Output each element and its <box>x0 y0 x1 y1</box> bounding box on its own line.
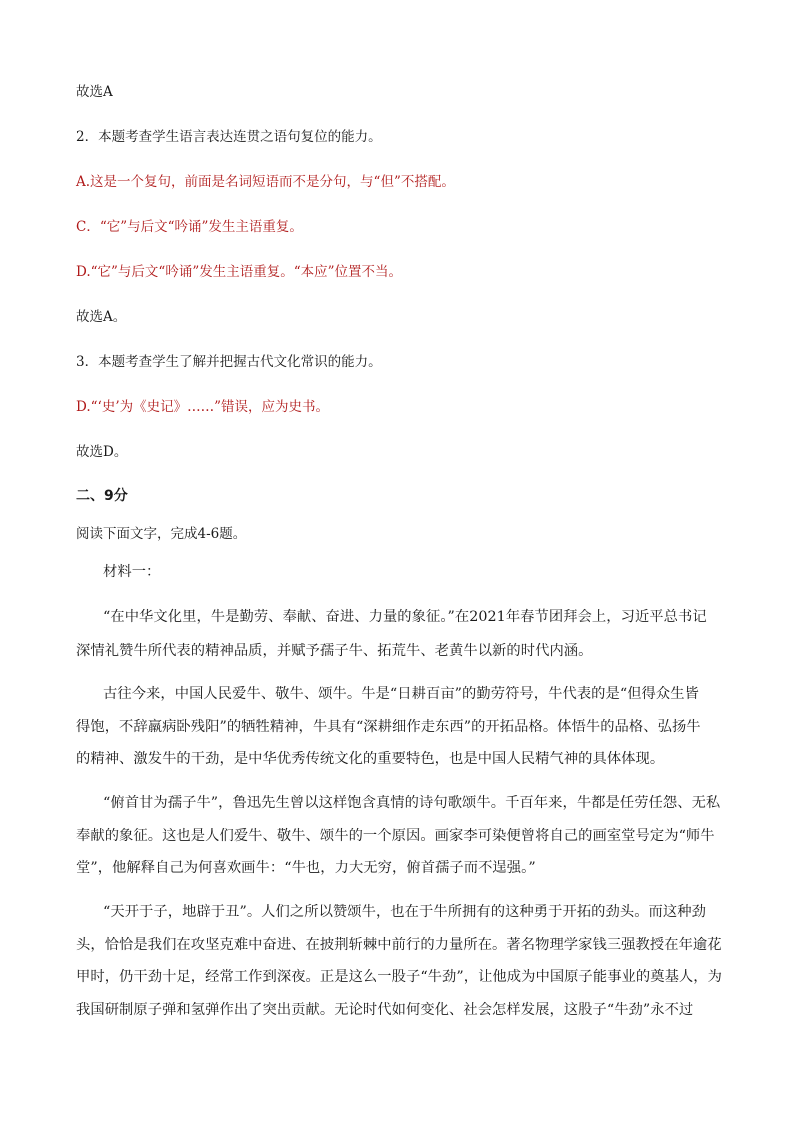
q2-option-d: D.“它”与后文“吟诵”发生主语重复。“本应”位置不当。 <box>76 264 403 280</box>
passage-line: 得饱，不辞羸病卧残阳”的牺牲精神，牛具有“深耕细作走东西”的开拓品格。体悟牛的品格、弘扬牛 <box>76 719 701 735</box>
q3-heading: 3．本题考查学生了解并把握古代文化常识的能力。 <box>76 354 382 370</box>
passage-line: 深情礼赞牛所代表的精神品质，并赋予孺子牛、拓荒牛、老黄牛以新的时代内涵。 <box>76 643 593 659</box>
passage-line: “天开于子，地辟于丑”。人们之所以赞颂牛，也在于牛所拥有的这种勇于开拓的劲头。而这种劲 <box>103 904 706 920</box>
passage-line: 我国研制原子弹和氢弹作出了突出贡献。无论时代如何变化、社会怎样发展，这股子“牛劲”永不过 <box>76 1002 694 1018</box>
passage-line: 的精神、激发牛的干劲，是中华优秀传统文化的重要特色，也是中国人民精气神的具体体现。 <box>76 751 665 767</box>
passage-line: 堂”，他解释自己为何喜欢画牛：“牛也，力大无穷，俯首孺子而不逞强。” <box>76 860 536 876</box>
section-title: 二、9分 <box>76 488 128 504</box>
q3-conclusion: 故选D。 <box>76 444 128 460</box>
q1-conclusion: 故选A <box>76 84 113 100</box>
q2-conclusion: 故选A。 <box>76 309 127 325</box>
passage-line: 头，恰恰是我们在攻坚克难中奋进、在披荆斩棘中前行的力量所在。著名物理学家钱三强教授在年逾花 <box>76 937 722 953</box>
q3-option-d: D.“‘史’为《史记》……”错误，应为史书。 <box>76 399 330 415</box>
q2-heading: 2．本题考查学生语言表达连贯之语句复位的能力。 <box>76 129 382 145</box>
q2-option-a: A.这是一个复句，前面是名词短语而不是分句，与“但”不搭配。 <box>76 174 455 190</box>
passage-line: “俯首甘为孺子牛”，鲁迅先生曾以这样饱含真情的诗句歌颂牛。千百年来，牛都是任劳任怨、无私 <box>103 795 721 811</box>
section-instruction: 阅读下面文字，完成4-6题。 <box>76 526 247 542</box>
passage-line: 甲时，仍干劲十足，经常工作到深夜。正是这么一股子“牛劲”，让他成为中国原子能事业的奠基人，为 <box>76 969 722 985</box>
passage-line: 奉献的象征。这也是人们爱牛、敬牛、颂牛的一个原因。画家李可染便曾将自己的画室堂号定为“师牛 <box>76 828 715 844</box>
material-label: 材料一： <box>103 564 161 580</box>
q2-option-c: C．“它”与后文“吟诵”发生主语重复。 <box>76 219 303 235</box>
passage-line: 古往今来，中国人民爱牛、敬牛、颂牛。牛是“日耕百亩”的勤劳符号，牛代表的是“但得众生皆 <box>103 686 699 702</box>
passage-line: “在中华文化里，牛是勤劳、奉献、奋进、力量的象征。”在2021年春节团拜会上，习近平总书记 <box>103 609 707 625</box>
